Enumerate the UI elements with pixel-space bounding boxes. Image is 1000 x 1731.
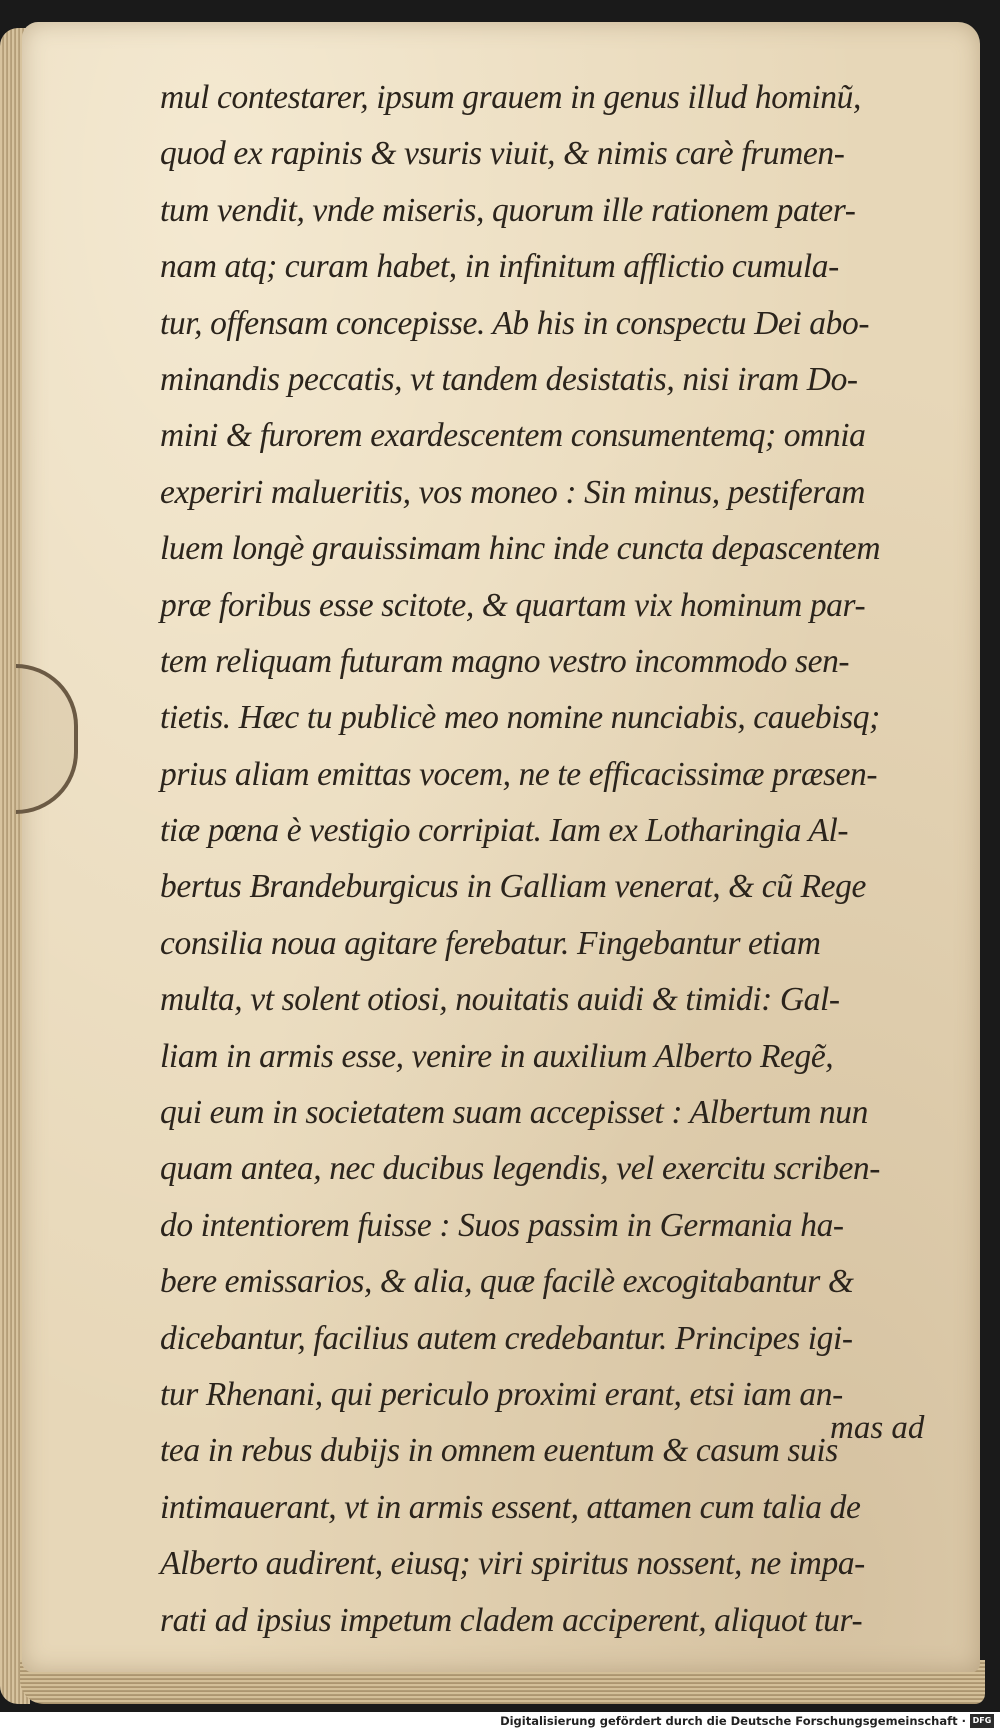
- text-line: mini & furorem exardescentem consumentemq; omnia: [160, 417, 866, 455]
- digitization-credit: Digitalisierung gefördert durch die Deutsche Forschungsgemeinschaft ·: [500, 1714, 966, 1728]
- text-line: quam antea, nec ducibus legendis, vel exercitu scriben-: [160, 1150, 881, 1188]
- text-line: rati ad ipsius impetum cladem acciperent, aliquot tur-: [160, 1601, 863, 1639]
- text-line: tea in rebus dubijs in omnem euentum & casum suis: [160, 1432, 838, 1470]
- text-line: prius aliam emittas vocem, ne te efficacissimæ præsen-: [160, 755, 878, 793]
- text-line: consilia noua agitare ferebatur. Fingebantur etiam: [160, 924, 821, 962]
- text-line: tietis. Hæc tu publicè meo nomine nunciabis, cauebisq;: [160, 699, 880, 737]
- text-line: do intentiorem fuisse : Suos passim in Germania ha-: [160, 1206, 844, 1244]
- body-text: [160, 70, 940, 1649]
- text-line: bertus Brandeburgicus in Galliam venerat, & cũ Rege: [160, 868, 866, 906]
- text-line: tiæ pœna è vestigio corripiat. Iam ex Lotharingia Al-: [160, 812, 849, 850]
- text-line: bere emissarios, & alia, quæ facilè excogitabantur &: [160, 1263, 854, 1301]
- dfg-logo-icon: DFG: [970, 1714, 994, 1728]
- text-line: Alberto audirent, eiusq; viri spiritus nossent, ne impa-: [160, 1545, 865, 1583]
- text-line: minandis peccatis, vt tandem desistatis, nisi iram Do-: [160, 360, 858, 398]
- text-line: mul contestarer, ipsum grauem in genus illud hominũ,: [160, 79, 861, 116]
- text-line: luem longè grauissimam hinc inde cuncta depascentem: [160, 530, 881, 568]
- text-line: dicebantur, facilius autem credebantur. Principes igi-: [160, 1319, 853, 1357]
- text-line: tur, offensam concepisse. Ab his in conspectu Dei abo-: [160, 304, 870, 342]
- text-line: tum vendit, vnde miseris, quorum ille rationem pater-: [160, 191, 856, 229]
- catchword: mas ad: [830, 1410, 925, 1446]
- text-line: tem reliquam futuram magno vestro incommodo sen-: [160, 642, 850, 680]
- text-line: nam atq; curam habet, in infinitum afflictio cumula-: [160, 248, 839, 286]
- text-line: præ foribus esse scitote, & quartam vix hominum par-: [160, 586, 866, 624]
- text-line: multa, vt solent otiosi, nouitatis auidi & timidi: Gal-: [160, 981, 840, 1019]
- text-line: qui eum in societatem suam accepisset : Albertum nun: [160, 1094, 869, 1132]
- text-line: liam in armis esse, venire in auxilium Alberto Regẽ,: [160, 1037, 834, 1075]
- text-line: intimauerant, vt in armis essent, attamen cum talia de: [160, 1488, 861, 1526]
- text-line: quod ex rapinis & vsuris viuit, & nimis carè frumen-: [160, 135, 845, 173]
- text-line: tur Rhenani, qui periculo proximi erant, etsi iam an-: [160, 1375, 843, 1413]
- clasp-ring: [16, 664, 78, 814]
- text-line: experiri malueritis, vos moneo : Sin minus, pestiferam: [160, 473, 866, 511]
